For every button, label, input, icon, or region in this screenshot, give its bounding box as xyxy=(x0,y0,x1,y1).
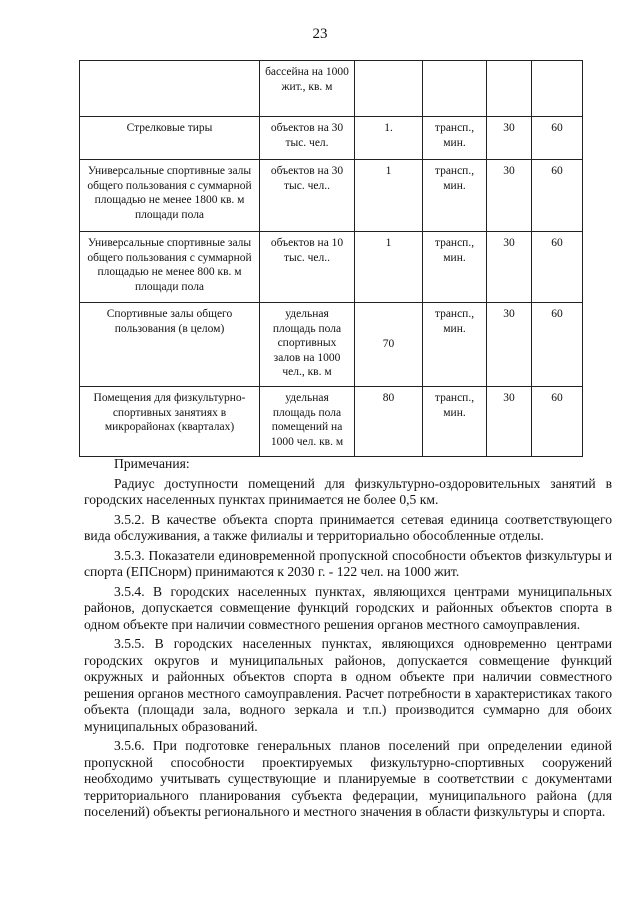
paragraph-3-5-4: 3.5.4. В городских населенных пунктах, являющихся центрами муниципальных районов, допускается совмещение функций городских и районных объектов спорта в одном объекте при наличии совместного решения органов местного самоуправления. xyxy=(84,583,612,632)
distance-cell: 60 xyxy=(532,232,583,303)
value-cell: 1 xyxy=(355,232,423,303)
facility-name-cell: Помещения для физкультурно-спортивных занятиях в микрорайонах (кварталах) xyxy=(80,387,260,457)
value-cell: 1 xyxy=(355,160,423,232)
transport-cell: трансп., мин. xyxy=(423,387,487,457)
time-cell: 30 xyxy=(487,303,532,387)
paragraph-3-5-6: 3.5.6. При подготовке генеральных планов поселений при определении единой пропускной способности проектируемых физкультурно-спортивных сооружений необходимо учитывать существующие и планируемые в соответствии с документами территориального планирования субъекта федерации, муниципального района (для поселений) объекты регионального и местного значения в области физкультуры и спорта. xyxy=(84,738,612,819)
distance-cell xyxy=(532,61,583,117)
table-row xyxy=(80,61,583,117)
time-cell: 30 xyxy=(487,160,532,232)
facility-name-cell xyxy=(80,61,260,117)
time-cell xyxy=(487,61,532,117)
table-row xyxy=(80,303,583,387)
unit-cell: удельная площадь пола помещений на 1000 чел. кв. м xyxy=(260,387,355,457)
value-cell: 70 xyxy=(355,303,423,387)
time-cell: 30 xyxy=(487,387,532,457)
facility-name-cell: Спортивные залы общего пользования (в целом) xyxy=(80,303,260,387)
paragraph-3-5-2: 3.5.2. В качестве объекта спорта принимается сетевая единица соответствующего вида обслуживания, а также филиалы и территориально обособленные отделы. xyxy=(84,511,612,543)
page-number: 23 xyxy=(312,26,328,42)
table-row xyxy=(80,160,583,232)
time-cell: 30 xyxy=(487,117,532,160)
norms-table xyxy=(79,60,583,457)
unit-cell: объектов на 30 тыс. чел. xyxy=(260,117,355,160)
value-cell xyxy=(355,61,423,117)
transport-cell: трансп., мин. xyxy=(423,232,487,303)
distance-cell: 60 xyxy=(532,303,583,387)
transport-cell xyxy=(423,61,487,117)
value-cell: 80 xyxy=(355,387,423,457)
unit-cell: бассейна на 1000 жит., кв. м xyxy=(260,61,355,117)
distance-cell: 60 xyxy=(532,387,583,457)
unit-cell: удельная площадь пола спортивных залов на 1000 чел., кв. м xyxy=(260,303,355,387)
value-cell: 1. xyxy=(355,117,423,160)
unit-cell: объектов на 10 тыс. чел.. xyxy=(260,232,355,303)
time-cell: 30 xyxy=(487,232,532,303)
table-row xyxy=(80,387,583,457)
facility-name-cell: Универсальные спортивные залы общего пользования с суммарной площадью не менее 1800 кв. м площади пола xyxy=(80,160,260,232)
unit-cell: объектов на 30 тыс. чел.. xyxy=(260,160,355,232)
distance-cell: 60 xyxy=(532,117,583,160)
transport-cell: трансп., мин. xyxy=(423,160,487,232)
facility-name-cell: Универсальные спортивные залы общего пользования с суммарной площадью не менее 800 кв. м площади пола xyxy=(80,232,260,303)
distance-cell: 60 xyxy=(532,160,583,232)
transport-cell: трансп., мин. xyxy=(423,303,487,387)
table-row xyxy=(80,232,583,303)
facility-name-cell: Стрелковые тиры xyxy=(80,117,260,160)
note-radius: Радиус доступности помещений для физкультурно-оздоровительных занятий в городских населенных пунктах принимается не более 0,5 км. xyxy=(84,475,612,507)
body-text xyxy=(84,456,612,821)
table-row xyxy=(80,117,583,160)
paragraph-3-5-3: 3.5.3. Показатели единовременной пропускной способности объектов физкультуры и спорта (ЕПСнорм) принимаются к 2030 г. - 122 чел. на 1000 жит. xyxy=(84,547,612,579)
paragraph-3-5-5: 3.5.5. В городских населенных пунктах, являющихся одновременно центрами городских округов и муниципальных районов, допускается совмещение функций окружных и районных объектов спорта в одном объекте при наличии совместного решения органов местного самоуправления. Расчет потребности в характеристиках такого объекта (площади зала, водного зеркала и т.п.) производится суммарно для обоих муниципальных образований. xyxy=(84,636,612,734)
transport-cell: трансп., мин. xyxy=(423,117,487,160)
notes-title: Примечания: xyxy=(114,456,190,471)
